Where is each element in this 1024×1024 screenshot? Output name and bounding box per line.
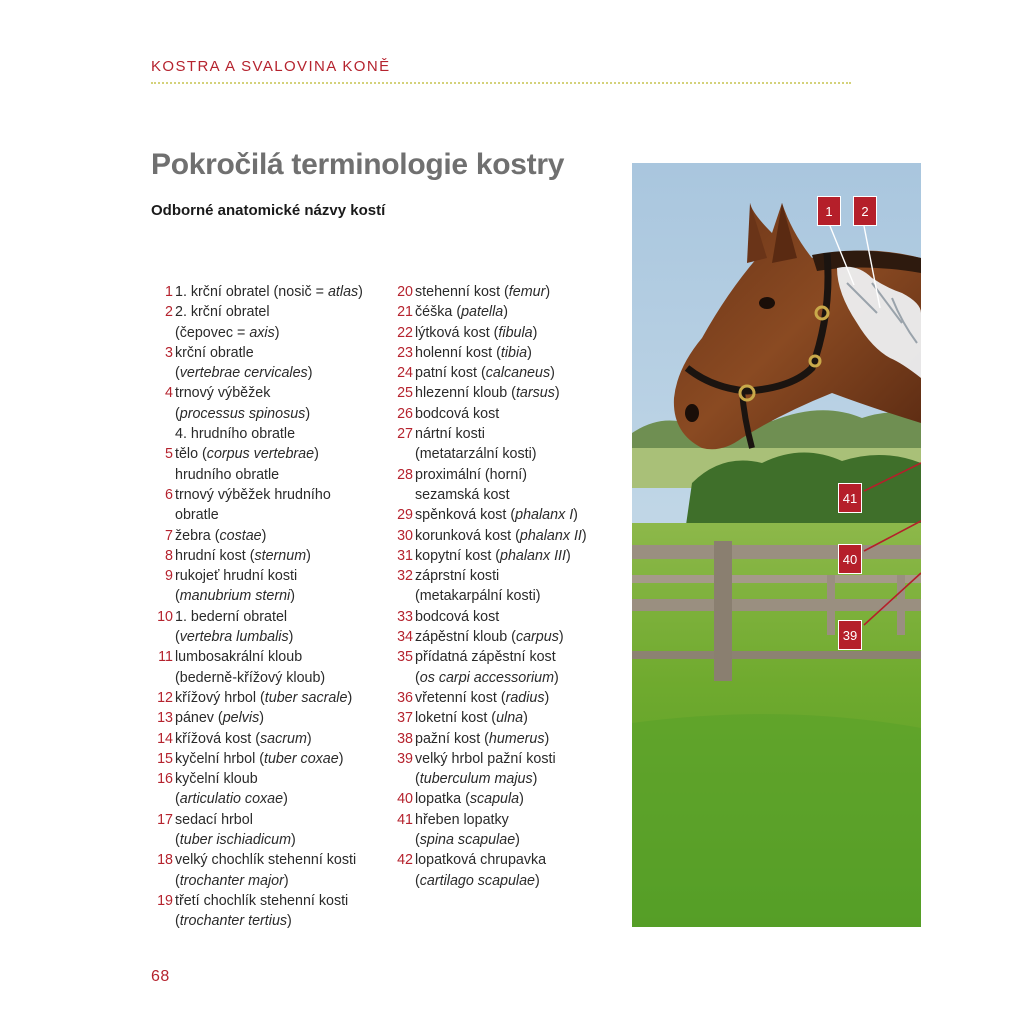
term-number: 39 xyxy=(397,750,413,767)
term-number: 30 xyxy=(397,527,413,544)
term-entry xyxy=(148,282,384,302)
term-text: pažní kost (humerus) xyxy=(415,730,550,747)
term-text: bodcová kost xyxy=(415,405,500,422)
term-text: loketní kost (ulna) xyxy=(415,710,528,727)
term-entry xyxy=(388,465,614,506)
term-entry xyxy=(388,363,614,383)
term-entry xyxy=(388,647,614,688)
term-entry xyxy=(148,566,384,607)
term-entry xyxy=(388,688,614,708)
term-number: 14 xyxy=(157,730,173,747)
term-entry xyxy=(148,708,384,728)
term-entry xyxy=(388,546,614,566)
term-number: 24 xyxy=(397,365,413,382)
term-text: žebra (costae) xyxy=(175,527,267,544)
term-number: 33 xyxy=(397,608,413,625)
term-number: 42 xyxy=(397,852,413,869)
term-entry xyxy=(148,485,384,526)
term-entry xyxy=(148,383,384,444)
term-number: 40 xyxy=(397,791,413,808)
term-entry xyxy=(388,526,614,546)
horse-illustration xyxy=(632,163,921,927)
term-entry xyxy=(148,749,384,769)
term-entry xyxy=(148,343,384,384)
term-entry xyxy=(388,566,614,607)
term-entry xyxy=(148,647,384,688)
callout-40: 40 xyxy=(838,544,862,574)
term-number: 37 xyxy=(397,710,413,727)
term-text: krční obratle (vertebrae cervicales) xyxy=(175,344,313,382)
term-number: 13 xyxy=(157,710,173,727)
term-entry xyxy=(388,789,614,809)
running-head: KOSTRA A SVALOVINA KONĚ xyxy=(151,58,391,75)
term-entry xyxy=(148,850,384,891)
term-text: lopatková chrupavka (cartilago scapulae) xyxy=(415,852,547,889)
term-entry xyxy=(148,891,384,932)
term-text: lýtková kost (fibula) xyxy=(415,324,538,341)
term-number: 10 xyxy=(157,608,173,625)
term-text: přídatná zápěstní kost (os carpi accessorium) xyxy=(415,649,559,686)
term-text: spěnková kost (phalanx I) xyxy=(415,507,578,524)
term-entry xyxy=(388,404,614,424)
term-entry xyxy=(388,749,614,790)
term-entry xyxy=(148,546,384,566)
term-text: křížový hrbol (tuber sacrale) xyxy=(175,689,353,706)
term-entry xyxy=(388,424,614,465)
term-text: velký hrbol pažní kosti (tuberculum majus) xyxy=(415,750,556,788)
term-number: 12 xyxy=(157,689,173,706)
term-text: čéška (patella) xyxy=(415,304,508,321)
term-text: křížová kost (sacrum) xyxy=(175,730,312,747)
callout-1: 1 xyxy=(817,196,841,226)
term-entry xyxy=(388,627,614,647)
terms-list-column-2 xyxy=(388,282,614,891)
term-number: 8 xyxy=(165,547,173,564)
term-text: proximální (horní) sezamská kost xyxy=(415,466,528,503)
term-entry xyxy=(148,810,384,851)
term-number: 6 xyxy=(165,486,173,503)
term-text: sedací hrbol (tuber ischiadicum) xyxy=(175,811,296,849)
term-entry xyxy=(388,729,614,749)
term-number: 26 xyxy=(397,405,413,422)
term-entry xyxy=(388,505,614,525)
term-number: 25 xyxy=(397,385,413,402)
term-text: 1. krční obratel (nosič = atlas) xyxy=(175,284,363,300)
term-text: korunková kost (phalanx II) xyxy=(415,527,587,544)
term-text: bodcová kost xyxy=(415,608,500,625)
term-number: 4 xyxy=(165,385,173,402)
term-entry xyxy=(148,444,384,485)
term-number: 17 xyxy=(157,811,173,828)
term-number: 21 xyxy=(397,304,413,321)
horse-photo xyxy=(632,163,921,927)
term-entry xyxy=(388,607,614,627)
term-entry xyxy=(148,769,384,810)
term-text: tělo (corpus vertebrae) hrudního obratle xyxy=(175,446,319,483)
term-entry xyxy=(388,343,614,363)
term-number: 34 xyxy=(397,629,413,646)
term-number: 41 xyxy=(397,811,413,828)
page-number: 68 xyxy=(151,968,170,985)
term-number: 5 xyxy=(165,446,173,463)
term-text: kyčelní kloub (articulatio coxae) xyxy=(175,771,288,808)
term-text: záprstní kosti (metakarpální kosti) xyxy=(415,568,541,605)
term-number: 15 xyxy=(157,750,173,767)
term-number: 31 xyxy=(397,547,413,564)
term-text: hřeben lopatky (spina scapulae) xyxy=(415,811,520,849)
term-text: vřetenní kost (radius) xyxy=(415,689,550,706)
term-number: 28 xyxy=(397,466,413,483)
term-entry xyxy=(388,302,614,322)
term-number: 23 xyxy=(397,344,413,361)
term-entry xyxy=(388,810,614,851)
term-text: lumbosakrální kloub (bederně-křížový kloub) xyxy=(175,649,326,686)
term-text: trnový výběžek hrudního obratle xyxy=(175,486,331,524)
term-entry xyxy=(388,323,614,343)
header-divider xyxy=(151,82,851,84)
term-text: hrudní kost (sternum) xyxy=(175,547,311,564)
term-number: 18 xyxy=(157,852,173,869)
term-text: patní kost (calcaneus) xyxy=(415,365,555,382)
term-number: 16 xyxy=(157,771,173,788)
term-number: 22 xyxy=(397,324,413,341)
term-text: zápěstní kloub (carpus) xyxy=(415,629,564,646)
term-entry xyxy=(388,708,614,728)
term-text: 2. krční obratel (čepovec = axis) xyxy=(175,304,280,341)
term-number: 3 xyxy=(165,344,173,361)
term-entry xyxy=(388,850,614,891)
term-entry xyxy=(388,282,614,302)
term-number: 20 xyxy=(397,284,413,300)
term-number: 7 xyxy=(165,527,173,544)
page-title: Pokročilá terminologie kostry xyxy=(151,148,565,181)
term-number: 2 xyxy=(165,304,173,321)
term-entry xyxy=(148,729,384,749)
term-text: trnový výběžek (processus spinosus) 4. hrudního obratle xyxy=(175,385,311,443)
term-text: pánev (pelvis) xyxy=(175,710,265,727)
term-text: rukojeť hrudní kosti (manubrium sterni) xyxy=(175,568,298,605)
term-number: 32 xyxy=(397,568,413,585)
term-number: 29 xyxy=(397,507,413,524)
term-number: 11 xyxy=(158,649,173,666)
term-entry xyxy=(148,526,384,546)
page-subtitle: Odborné anatomické názvy kostí xyxy=(151,202,386,219)
term-text: velký chochlík stehenní kosti (trochanter major) xyxy=(175,852,357,889)
term-text: kopytní kost (phalanx III) xyxy=(415,547,571,564)
term-text: stehenní kost (femur) xyxy=(415,284,551,300)
term-text: 1. bederní obratel (vertebra lumbalis) xyxy=(175,608,294,646)
term-number: 27 xyxy=(397,426,413,443)
callout-39: 39 xyxy=(838,620,862,650)
term-text: nártní kosti (metatarzální kosti) xyxy=(415,426,537,463)
term-text: třetí chochlík stehenní kosti (trochanter tertius) xyxy=(175,892,349,930)
term-number: 38 xyxy=(397,730,413,747)
terms-list-column-1 xyxy=(148,282,384,932)
term-number: 1 xyxy=(165,284,173,300)
term-entry xyxy=(148,607,384,648)
term-number: 35 xyxy=(397,649,413,666)
term-text: kyčelní hrbol (tuber coxae) xyxy=(175,750,344,767)
term-number: 9 xyxy=(165,568,173,585)
callout-2: 2 xyxy=(853,196,877,226)
term-number: 19 xyxy=(157,892,173,909)
term-text: lopatka (scapula) xyxy=(415,791,524,808)
term-text: hlezenní kloub (tarsus) xyxy=(415,385,560,402)
term-entry xyxy=(148,688,384,708)
callout-41: 41 xyxy=(838,483,862,513)
term-entry xyxy=(148,302,384,343)
term-text: holenní kost (tibia) xyxy=(415,344,532,361)
term-number: 36 xyxy=(397,689,413,706)
term-entry xyxy=(388,383,614,403)
